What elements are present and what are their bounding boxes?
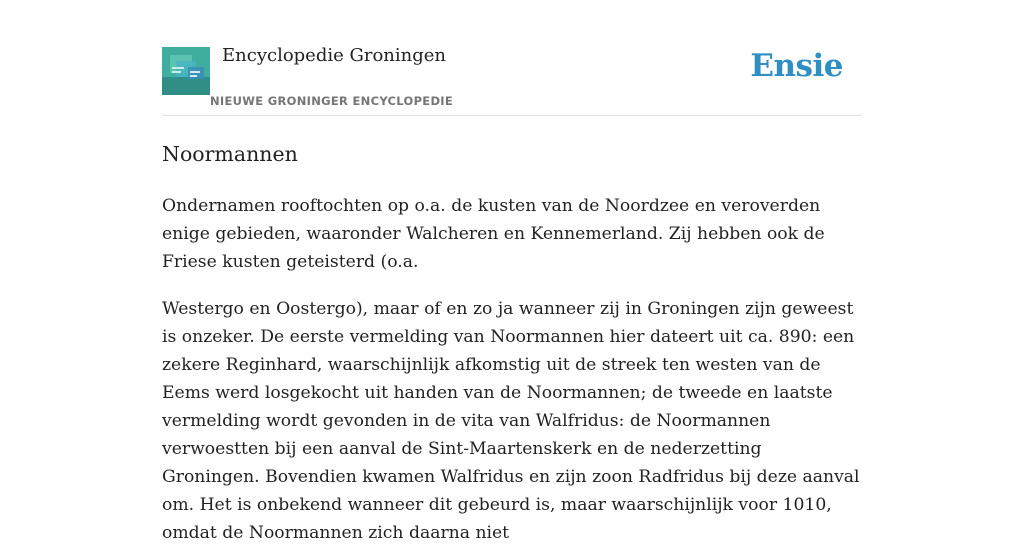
ensie-logo[interactable]: Ensie [750, 48, 843, 84]
article-paragraph: Ondernamen rooftochten op o.a. de kusten van de Noordzee en veroverden enige gebieden, waaronder Walcheren en Kennemerland. Zij hebben ook de Friese kusten geteisterd (o.a. [162, 196, 825, 272]
logo-image [162, 47, 210, 95]
site-header [162, 0, 862, 116]
site-subtitle: NIEUWE GRONINGER ENCYCLOPEDIE [210, 94, 454, 108]
article [162, 138, 862, 547]
article-paragraph: Westergo en Oostergo), maar of en zo ja wanneer zij in Groningen zijn geweest is onzeker. De eerste vermelding van Noormannen hier dateert uit ca. 890: een zekere Reginhard, waarschijnlijk afkomstig uit de streek ten westen van de Eems werd losgekocht uit handen van de Noormannen; de tweede en laatste vermelding wordt gevonden in de vita van Walfridus: de Noormannen verwoestten bij een aanval de Sint-Maartenskerk en de nederzetting Groningen. Bovendien kwamen Walfridus en zijn zoon Radfridus bij deze aanval om. Het is onbekend wanneer dit gebeurd is, maar waarschijnlijk voor 1010, omdat de Noormannen zich daarna niet [162, 299, 860, 543]
site-title[interactable]: Encyclopedie Groningen [222, 45, 447, 66]
encyclopedia-logo[interactable] [162, 47, 210, 95]
article-title: Noormannen [162, 142, 298, 166]
